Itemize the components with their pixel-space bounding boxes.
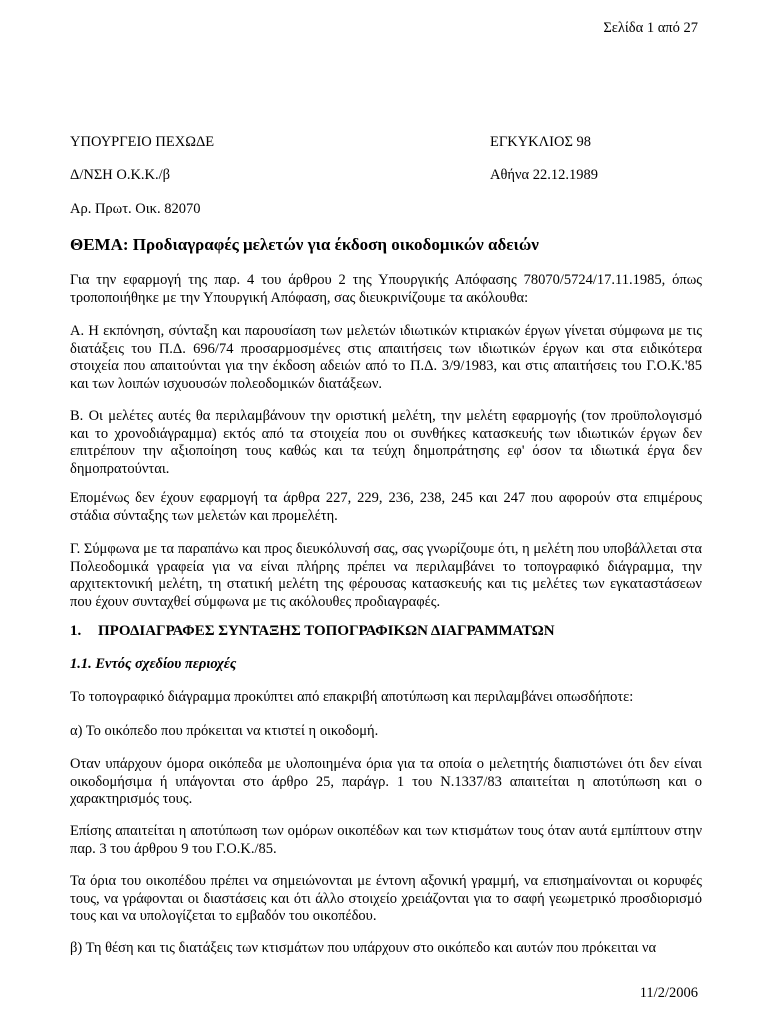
page-number-header: Σελίδα 1 από 27	[603, 20, 698, 36]
directorate-name: Δ/ΝΣΗ Ο.Κ.Κ./β	[70, 167, 171, 183]
circular-number: ΕΓΚΥΚΛΙΟΣ 98	[490, 134, 592, 150]
section-1-number: 1.	[70, 623, 82, 639]
paragraph-adjacent-plots: Οταν υπάρχουν όμορα οικόπεδα με υλοποιημένα όρια για τα οποία ο μελετητής διαπιστώνει ότι δεν είναι οικοδομήσιμα ή υπάγονται στο άρθρο 25, παράγρ. 1 του Ν.1337/83 απαιτείται η αποτύπωση και ο χαρακτηρισμός τους.	[70, 756, 702, 807]
section-1-1-heading: 1.1. Εντός σχεδίου περιοχές	[70, 656, 237, 672]
paragraph-topographic: Το τοπογραφικό διάγραμμα προκύπτει από επακριβή αποτύπωση και περιλαμβάνει οπωσδήποτε:	[70, 689, 634, 705]
paragraph-intro: Για την εφαρμογή της παρ. 4 του άρθρου 2 της Υπουργικής Απόφασης 78070/5724/17.11.1985, όπως τροποποιήθηκε με την Υπουργική Απόφαση, σας διευκρινίζουμε τα ακόλουθα:	[70, 272, 702, 306]
paragraph-boundaries: Τα όρια του οικοπέδου πρέπει να σημειώνονται με έντονη αξονική γραμμή, να επισημαίνονται οι κορυφές τους, να γράφονται οι διαστάσεις και ότι άλλο στοιχείο χρειάζονται για το σαφή γεωμετρικό προσδιορισμό τους και να υπολογίζεται το εμβαδόν του οικοπέδου.	[70, 873, 702, 924]
letterhead-row-1	[70, 134, 698, 151]
paragraph-a: Α. Η εκπόνηση, σύνταξη και παρουσίαση των μελετών ιδιωτικών κτιριακών έργων γίνεται σύμφωνα με τις διατάξεις του Π.Δ. 696/74 προσαρμοσμένες στις απαιτήσεις των ιδιωτικών έργων και στα ειδικότερα στοιχεία που απαιτούνται για την έκδοση αδειών από το Π.Δ. 3/9/1983, και στις απαιτήσεις του Γ.Ο.Κ.'85 και των λοιπών ισχυουσών πολεοδομικών διατάξεων.	[70, 323, 702, 392]
paragraph-c: Γ. Σύμφωνα με τα παραπάνω και προς διευκόλυνσή σας, σας γνωρίζουμε ότι, η μελέτη που υποβάλλεται στα Πολεοδομικά γραφεία για να είναι πλήρης πρέπει να περιλαμβάνει το τοπογραφικό διάγραμμα, την αρχιτεκτονική μελέτη, τη στατική μελέτη της φέρουσας κατασκευής και τις μελέτες των εγκαταστάσεων που έχουν συνταχθεί σύμφωνα με τις ακόλουθες προδιαγραφές.	[70, 541, 702, 610]
letterhead-row-2	[70, 167, 698, 184]
paragraph-consequently: Επομένως δεν έχουν εφαρμογή τα άρθρα 227, 229, 236, 238, 245 και 247 που αφορούν στα επιμέρους στάδια σύνταξης των μελετών και προμελέτη.	[70, 490, 702, 524]
letterhead-row-3	[70, 201, 698, 218]
section-1-heading	[70, 623, 555, 640]
paragraph-also: Επίσης απαιτείται η αποτύπωση των ομόρων οικοπέδων και των κτισμάτων τους όταν αυτά εμπίπτουν στην παρ. 3 του άρθρου 9 του Γ.Ο.Κ./85.	[70, 823, 702, 857]
paragraph-item-a: α) Το οικόπεδο που πρόκειται να κτιστεί η οικοδομή.	[70, 723, 379, 739]
ministry-name: ΥΠΟΥΡΓΕΙΟ ΠΕΧΩΔΕ	[70, 134, 215, 150]
subject-heading: ΘΕΜΑ: Προδιαγραφές μελετών για έκδοση οικοδομικών αδειών	[70, 235, 539, 254]
protocol-number: Αρ. Πρωτ. Οικ. 82070	[70, 201, 201, 217]
page-footer-date: 11/2/2006	[639, 985, 698, 1001]
paragraph-b: Β. Οι μελέτες αυτές θα περιλαμβάνουν την οριστική μελέτη, την μελέτη εφαρμογής (τον προϋπολογισμό και το χρονοδιάγραμμα) εκτός από τα στοιχεία που οι συνθήκες κατασκευής των ιδιωτικών έργων δεν επιτρέπουν την αξιοποίηση τους καθώς και τα τεύχη δημοπράτησης εφ' όσον τα ιδιωτικά έργα δεν δημοπρατούνται.	[70, 408, 702, 477]
paragraph-item-b: β) Τη θέση και τις διατάξεις των κτισμάτων που υπάρχουν στο οικόπεδο και αυτών που πρόκειται να	[70, 940, 657, 956]
section-1-title: ΠΡΟΔΙΑΓΡΑΦΕΣ ΣΥΝΤΑΞΗΣ ΤΟΠΟΓΡΑΦΙΚΩΝ ΔΙΑΓΡΑΜΜΑΤΩΝ	[98, 623, 555, 639]
place-date: Αθήνα 22.12.1989	[490, 167, 599, 183]
